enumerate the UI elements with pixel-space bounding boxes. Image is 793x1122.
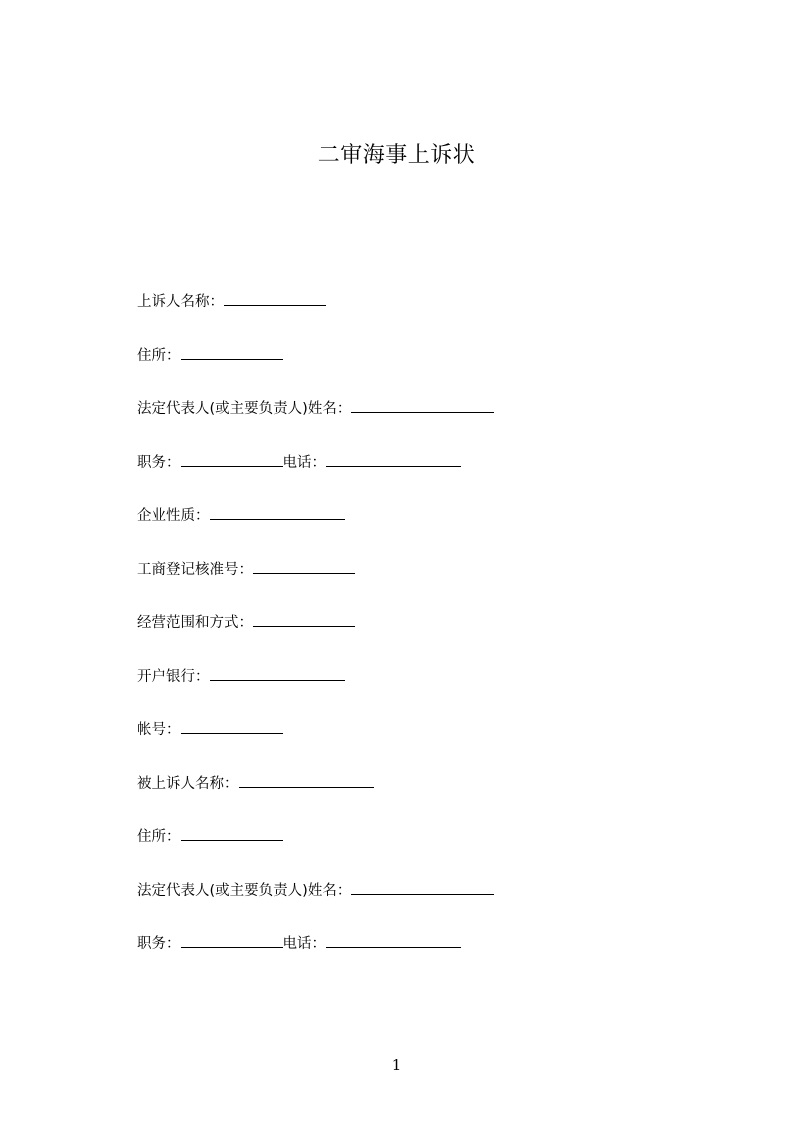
appellee-position-phone-line (137, 931, 737, 985)
appellant-legal-rep-blank[interactable] (351, 396, 494, 413)
appellee-phone-label: 电话： (282, 936, 326, 952)
appellant-business-reg-blank[interactable] (253, 557, 355, 574)
appellant-business-scope-label: 经营范围和方式： (137, 615, 253, 631)
appellee-address-blank[interactable] (181, 824, 283, 841)
appellant-legal-rep-label: 法定代表人(或主要负责人)姓名： (137, 401, 352, 417)
appellant-bank-line (137, 664, 737, 718)
form-fields (137, 289, 737, 985)
page-number: 1 (391, 1056, 402, 1074)
appellant-business-reg-label: 工商登记核准号： (137, 561, 253, 578)
appellee-address-line (137, 824, 737, 878)
appellant-phone-blank[interactable] (326, 450, 461, 467)
appellant-name-line (137, 289, 737, 343)
appellant-bank-label: 开户银行： (137, 668, 210, 685)
appellee-legal-rep-line (137, 878, 737, 932)
appellant-address-blank[interactable] (181, 343, 283, 360)
appellant-account-label: 帐号： (137, 722, 181, 738)
appellant-phone-label: 电话： (282, 454, 326, 471)
appellant-enterprise-nature-label: 企业性质： (137, 508, 210, 524)
appellee-name-blank[interactable] (239, 771, 374, 788)
appellee-legal-rep-blank[interactable] (351, 878, 494, 895)
appellant-name-blank[interactable] (224, 289, 326, 306)
appellant-business-scope-blank[interactable] (253, 610, 355, 627)
appellant-bank-blank[interactable] (210, 664, 345, 681)
appellant-position-label: 职务： (137, 454, 181, 471)
appellant-position-blank[interactable] (181, 450, 283, 467)
appellant-business-reg-line (137, 557, 737, 611)
appellant-account-line (137, 717, 737, 771)
appellant-enterprise-nature-line (137, 503, 737, 557)
appellant-name-label: 上诉人名称： (137, 294, 224, 310)
appellant-business-scope-line (137, 610, 737, 664)
appellant-address-label: 住所： (137, 347, 181, 364)
appellee-position-blank[interactable] (181, 931, 283, 948)
appellant-address-line (137, 343, 737, 397)
appellee-name-label: 被上诉人名称： (137, 775, 239, 792)
appellee-address-label: 住所： (137, 829, 181, 845)
appellee-phone-blank[interactable] (326, 931, 461, 948)
appellee-legal-rep-label: 法定代表人(或主要负责人)姓名： (137, 882, 352, 899)
appellee-position-label: 职务： (137, 936, 181, 952)
appellant-enterprise-nature-blank[interactable] (210, 503, 345, 520)
page-title: 二审海事上诉状 (317, 143, 476, 168)
appellee-name-line (137, 771, 737, 825)
appellant-account-blank[interactable] (181, 717, 283, 734)
appellant-legal-rep-line (137, 396, 737, 450)
appellant-position-phone-line (137, 450, 737, 504)
